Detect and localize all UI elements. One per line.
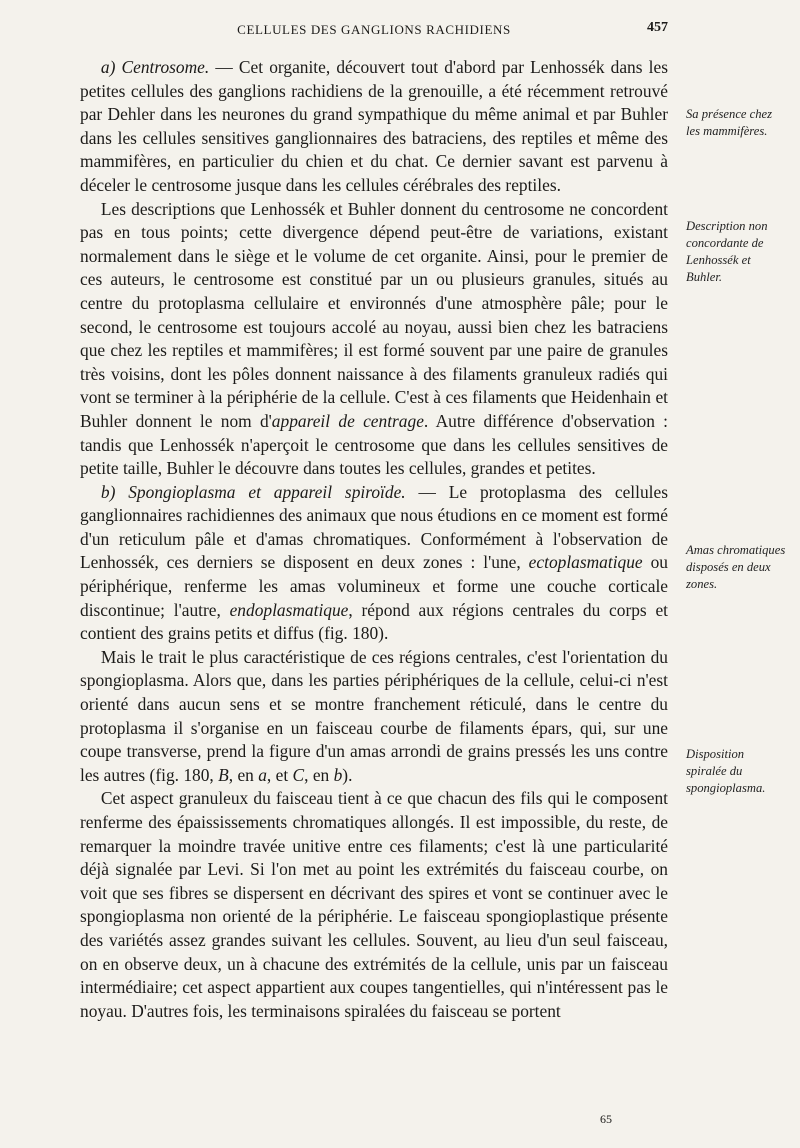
paragraph-descriptions [80, 198, 668, 481]
margin-note-description: Description non concordante de Lenhossék et Buhler. [686, 219, 768, 284]
signature-mark: 65 [600, 1112, 612, 1126]
main-text [80, 56, 668, 1023]
page-header [80, 18, 668, 42]
paragraph-text: Les descriptions que Lenhossék et Buhler donnent du centrosome ne concordent pas en tous points; cette divergence dépend peut-être de variations, existant normalement dans le siège et le volume de cet organite. Ainsi, pour le premier de ces auteurs, le centrosome est constitué par un ou plusieurs granules, situés au centre du protoplasma cellulaire et environnés d'une atmosphère pâle; pour le second, le centrosome est toujours accolé au noyau, aussi bien chez les batraciens que chez les reptiles et mammifères; il est formé souvent par une paire de granules très voisins, dont les pôles donnent naissance à des filaments granuleux radiés qui vont se terminer à la périphérie de la cellule. C'est à ces filaments que Heidenhain et Buhler donnent le nom d' [80, 198, 668, 431]
italic-term: appareil de centrage [271, 410, 424, 431]
page-number: 457 [647, 20, 668, 35]
section-label-centrosome: a) Centrosome. [100, 57, 210, 77]
italic-term: C [292, 764, 305, 785]
paragraph-text: — Cet organite, découvert tout d'abord par Lenhossék dans les petites cellules des ganglions rachidiens de la grenouille, a été récemment retrouvé par Dehler dans les neurones du grand sympathique du même animal et par Buhler dans les cellules sensitives ganglionnaires des batraciens, des reptiles et même des mammifères, en particulier du chien et du chat. Ce dernier savant est parvenu à déceler le centrosome jusque dans les cellules cérébrales des reptiles. [80, 57, 668, 195]
paragraph-text: ou périphérique, renferme les amas volumineux et forme une couche corticale discontinue; l'autre, [80, 552, 668, 620]
margin-note-presence: Sa présence chez les mammifères. [686, 107, 773, 138]
paragraph-text: , en [228, 764, 259, 785]
paragraph-text: ). [342, 764, 353, 785]
section-label-spongioplasma: b) Spongioplasma et appareil spiroïde. [100, 481, 406, 502]
running-title: CELLULES DES GANGLIONS RACHIDIENS [237, 22, 511, 37]
margin-note-disposition: Disposition spiralée du spongioplasma. [686, 747, 766, 795]
italic-term: B [218, 764, 229, 785]
paragraph-centrosome [80, 56, 668, 198]
paragraph-text: . Autre différence d'observation : tandis que Lenhossék n'aperçoit le centrosome que dans les cellules sensitives de petite taille, Buhler le découvre dans toutes les cellules, grandes et petites. [80, 410, 668, 479]
italic-term: b [333, 764, 343, 785]
paragraph-text: , et [266, 764, 293, 785]
paragraph-granular-aspect [80, 787, 668, 1023]
paragraph-text: Mais le trait le plus caractéristique de ces régions centrales, c'est l'orientation du spongioplasma. Alors que, dans les parties périphériques de la cellule, celui-ci n'est orienté dans aucun sens et se montre franchement réticulé, dans le centre du protoplasma il s'organise en un faisceau courbe de filaments épars, qui, sur une coupe transverse, prend la figure d'un amas arrondi de grains pressés les uns contre les autres (fig. 180, [80, 646, 668, 785]
paragraph-spongioplasma [80, 481, 668, 646]
paragraph-orientation [80, 646, 668, 788]
paragraph-text: , en [304, 764, 334, 785]
paragraph-text: — Le protoplasma des cellules ganglionnaires rachidiennes des animaux que nous étudions en ce moment est formé d'un reticulum pâle et d'amas chromatiques. Conformément à l'observation de Lenhossék, ces derniers se disposent en deux zones : l'une, [80, 481, 668, 573]
paragraph-text: Cet aspect granuleux du faisceau tient à ce que chacun des fils qui le composent renferme des épaississements chromatiques allongés. Il est impossible, du reste, de remarquer la moindre travée unitive entre ces filaments; c'est là une particularité déjà signalée par Levi. Si l'on met au point les extrémités du faisceau courbe, on voit que ses fibres se dispersent en décrivant des spires et vont se continuer avec le spongioplasma non orienté de la périphérie. Le faisceau spongioplastique présente des variétés assez grandes suivant les cellules. Souvent, au lieu d'un seul faisceau, on en observe deux, un à chacune des extrémités de la cellule, unis par un faisceau intermédiaire; cet aspect appartient aux coupes tangentielles, qui n'intéressent pas le noyau. D'autres fois, les terminaisons spiralées du faisceau se portent [80, 788, 668, 1021]
italic-term: endoplasmatique [229, 599, 349, 620]
italic-term: a [258, 764, 267, 785]
paragraph-text: , répond aux régions centrales du corps et contient des grains petits et diffus (fig. 180). [80, 599, 668, 644]
margin-note-amas: Amas chromatiques disposés en deux zones. [686, 543, 786, 591]
italic-term: ectoplasmatique [528, 552, 643, 573]
